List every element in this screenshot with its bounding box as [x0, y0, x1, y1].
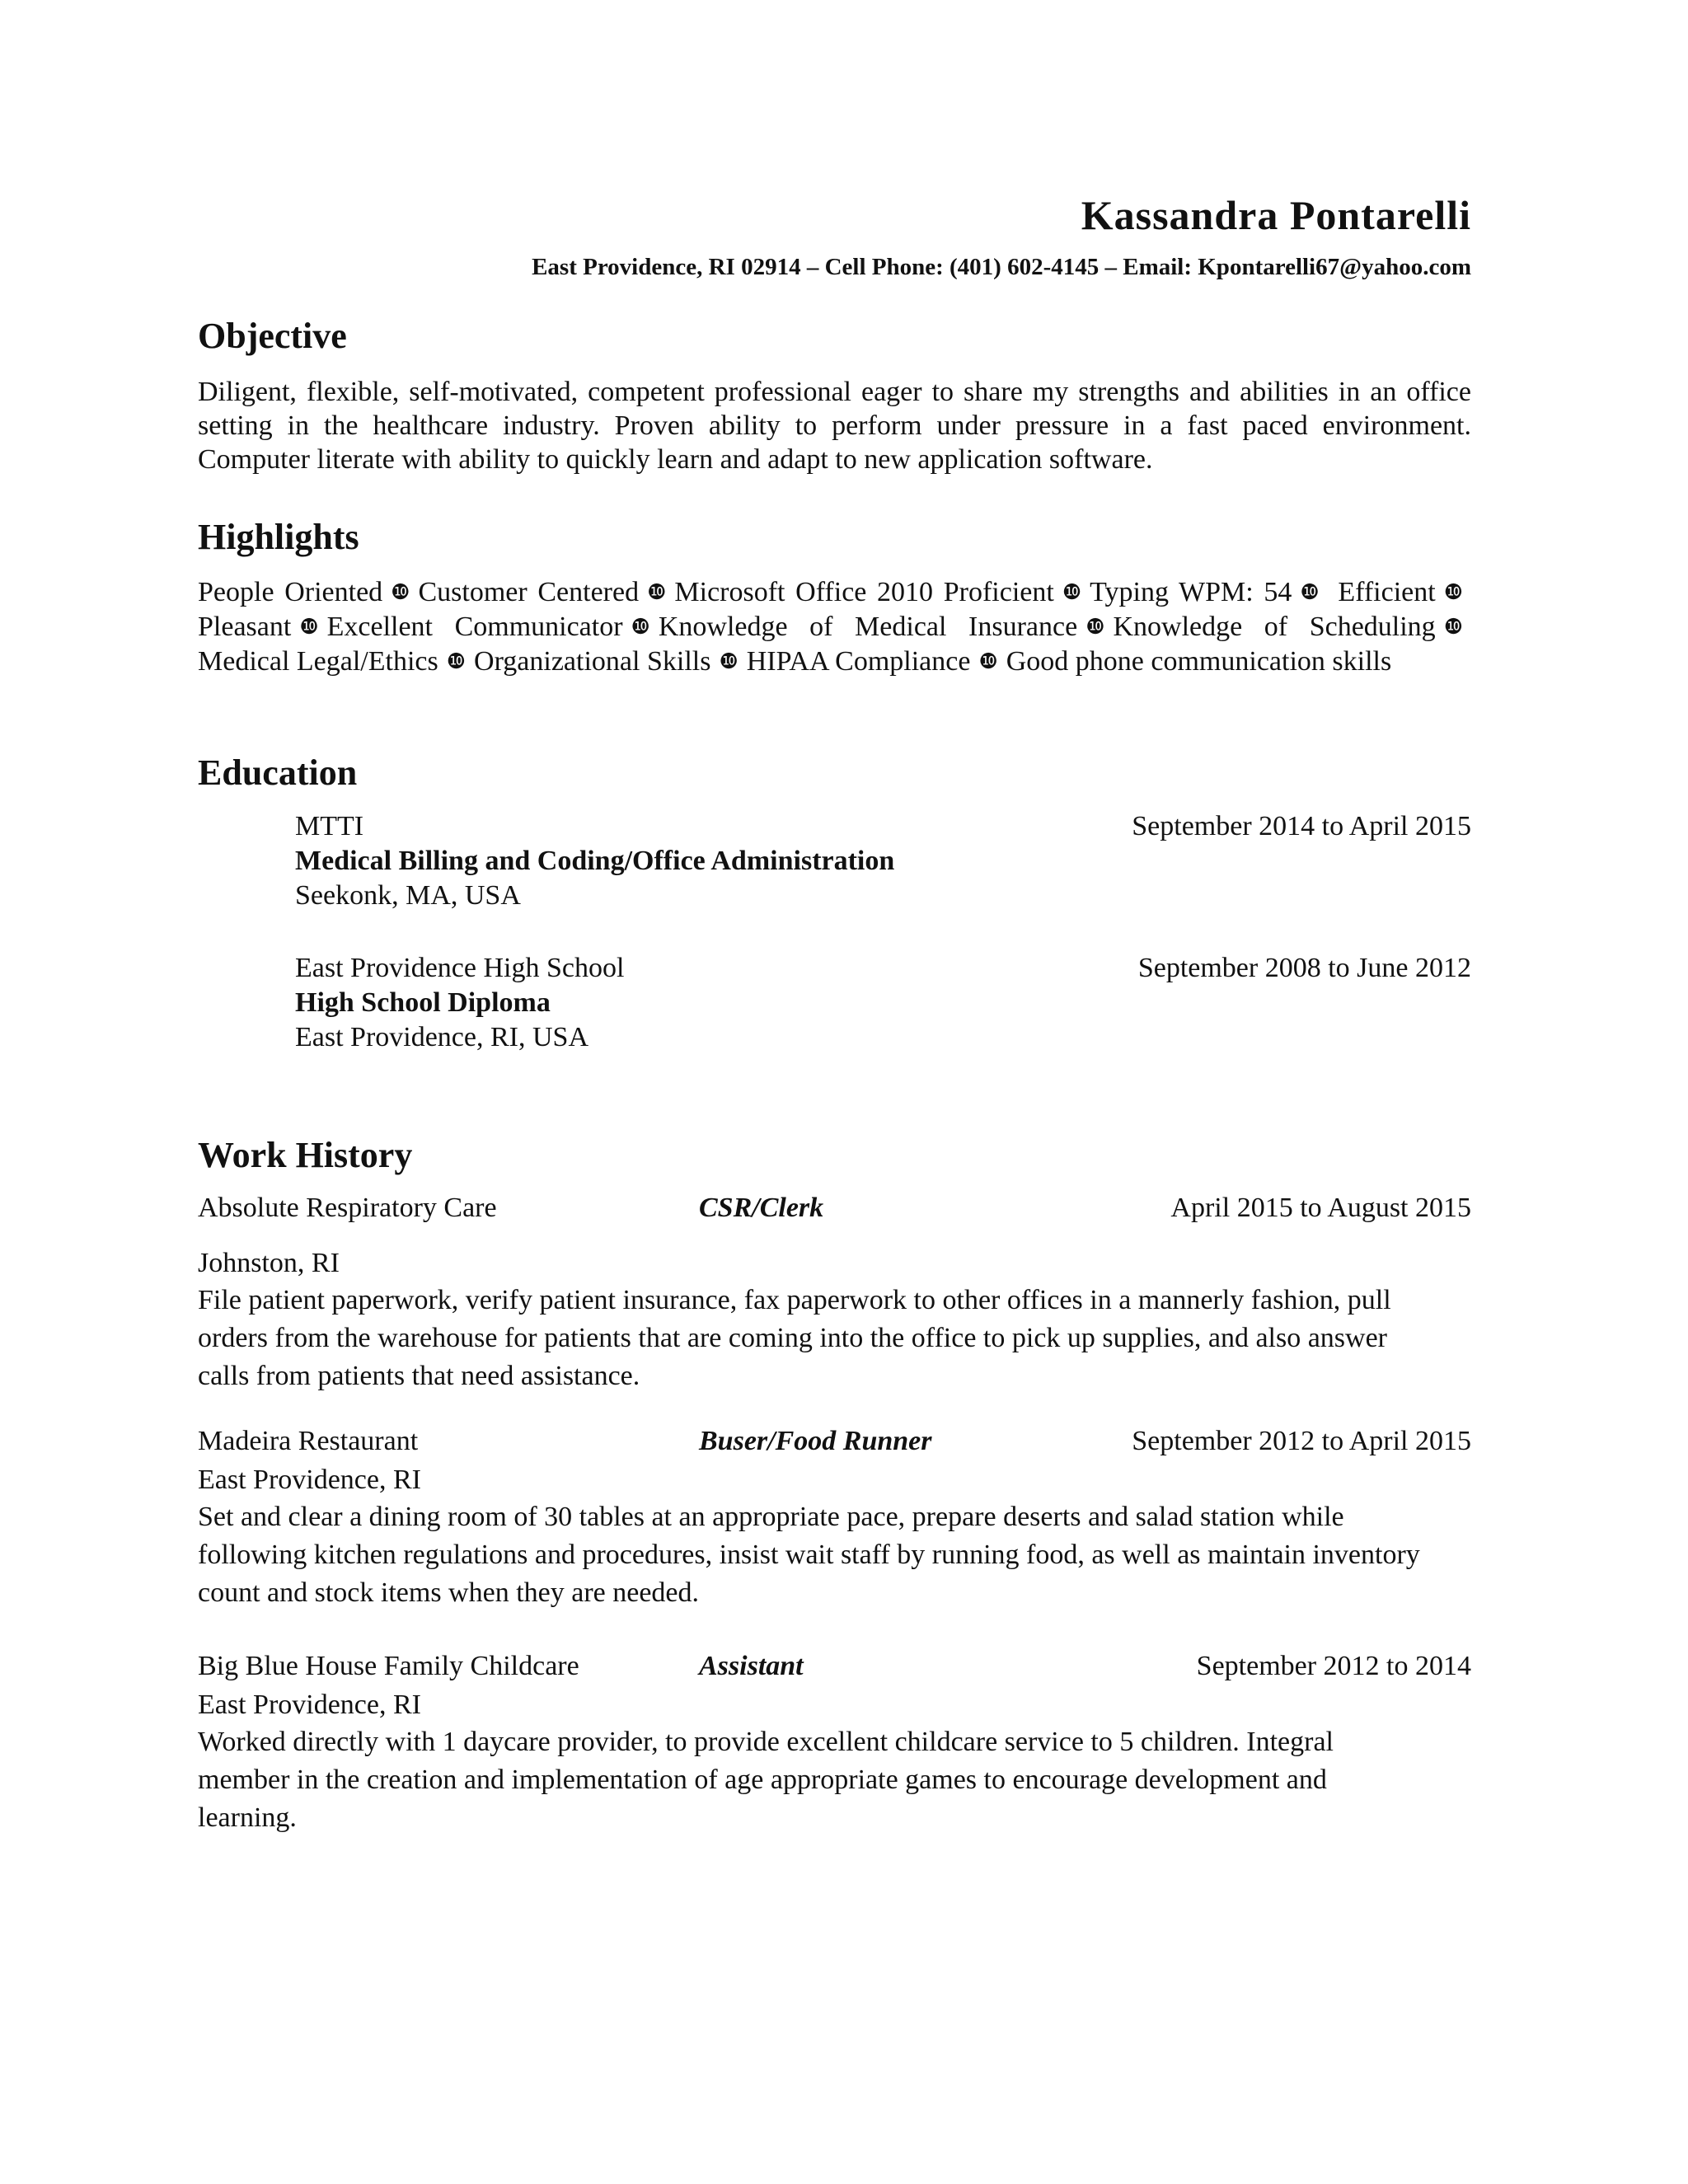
- program-name: High School Diploma: [295, 987, 551, 1018]
- highlight-item: Typing WPM: 54: [1090, 577, 1292, 607]
- highlight-item: Efficient: [1338, 577, 1436, 607]
- company-name: Big Blue House Family Childcare: [198, 1651, 579, 1681]
- job-description: Set and clear a dining room of 30 tables at an appropriate pace, prepare deserts and salad station while following kitchen regulations and procedures, insist wait staff by running food, as well as maintain inventory count and stock items when they are needed.: [198, 1502, 1420, 1608]
- education-dates: September 2014 to April 2015: [1132, 811, 1471, 841]
- job-description: File patient paperwork, verify patient insurance, fax paperwork to other offices in a mannerly fashion, pull orders from the warehouse for patients that are coming into the office to pick up supplies, and also answer calls from patients that need assistance.: [198, 1285, 1391, 1391]
- bullet-icon: ❿: [446, 649, 467, 674]
- highlights-list: [198, 575, 1471, 679]
- highlight-item: Microsoft Office 2010 Proficient: [674, 577, 1054, 607]
- school-location: Seekonk, MA, USA: [295, 880, 521, 911]
- job-dates: September 2012 to April 2015: [1132, 1426, 1471, 1456]
- company-name: Absolute Respiratory Care: [198, 1193, 497, 1223]
- highlight-item: Knowledge of Medical Insurance: [658, 612, 1078, 642]
- highlight-item: Good phone communication skills: [1006, 646, 1392, 677]
- objective-text: Diligent, flexible, self-motivated, competent professional eager to share my strengths and abilities in an office setting in the healthcare industry. Proven ability to perform under pressure in a fast paced environment. Computer literate with ability to quickly learn and adapt to new application software.: [198, 377, 1471, 475]
- job-location: East Providence, RI: [198, 1690, 421, 1720]
- job-location: East Providence, RI: [198, 1465, 421, 1495]
- job-description: Worked directly with 1 daycare provider, to provide excellent childcare service to 5 children. Integral member in the creation and implementation of age appropriate games to encourage development and learning.: [198, 1727, 1334, 1833]
- bullet-icon: ❿: [631, 615, 650, 640]
- highlight-item: HIPAA Compliance: [746, 646, 971, 677]
- school-name: East Providence High School: [295, 953, 625, 983]
- school-name: MTTI: [295, 811, 364, 841]
- job-title: Assistant: [699, 1651, 804, 1681]
- work-history-heading: Work History: [198, 1135, 413, 1175]
- highlight-item: People Oriented: [198, 577, 383, 607]
- education-entry: [295, 951, 1471, 1055]
- bullet-icon: ❿: [391, 580, 410, 605]
- bullet-icon: ❿: [647, 580, 667, 605]
- job-dates: April 2015 to August 2015: [1170, 1193, 1471, 1223]
- bullet-icon: ❿: [1443, 580, 1463, 605]
- education-heading: Education: [198, 752, 358, 793]
- bullet-icon: ❿: [299, 615, 319, 640]
- bullet-icon: ❿: [978, 649, 998, 674]
- job-entry: [198, 1426, 1471, 1612]
- bullet-icon: ❿: [1085, 615, 1105, 640]
- contact-line: East Providence, RI 02914 – Cell Phone: (401) 602-4145 – Email: Kpontarelli67@yahoo.com: [532, 254, 1471, 280]
- bullet-icon: ❿: [1300, 580, 1320, 605]
- highlight-item: Organizational Skills: [474, 646, 711, 677]
- education-entry: [295, 809, 1471, 913]
- bullet-icon: ❿: [719, 649, 738, 674]
- highlights-heading: Highlights: [198, 517, 359, 557]
- job-title: CSR/Clerk: [699, 1193, 824, 1223]
- objective-heading: Objective: [198, 316, 347, 356]
- education-dates: September 2008 to June 2012: [1137, 953, 1471, 983]
- bullet-icon: ❿: [1062, 580, 1082, 605]
- job-dates: September 2012 to 2014: [1196, 1651, 1471, 1681]
- company-name: Madeira Restaurant: [198, 1426, 419, 1456]
- school-location: East Providence, RI, USA: [295, 1022, 589, 1052]
- job-entry: [198, 1651, 1471, 1837]
- job-title: Buser/Food Runner: [699, 1426, 932, 1456]
- candidate-name: Kassandra Pontarelli: [1081, 192, 1471, 238]
- job-location: Johnston, RI: [198, 1248, 340, 1278]
- highlight-item: Knowledge of Scheduling: [1113, 612, 1436, 642]
- job-entry: [198, 1193, 1471, 1395]
- highlight-item: Medical Legal/Ethics: [198, 646, 438, 677]
- highlight-item: Excellent Communicator: [326, 612, 623, 642]
- highlight-item: Pleasant: [198, 612, 292, 642]
- highlight-item: Customer Centered: [418, 577, 640, 607]
- bullet-icon: ❿: [1443, 615, 1463, 640]
- program-name: Medical Billing and Coding/Office Administration: [295, 846, 895, 876]
